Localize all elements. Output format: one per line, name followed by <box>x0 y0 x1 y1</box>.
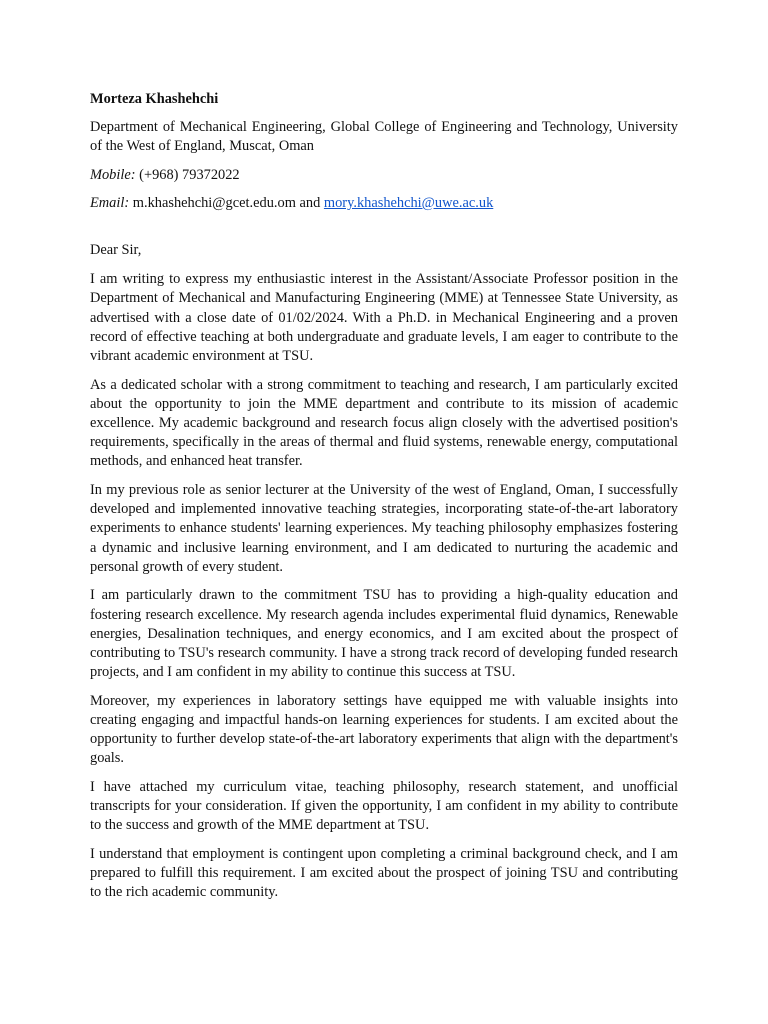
email-secondary-link[interactable]: mory.khashehchi@uwe.ac.uk <box>323 194 494 211</box>
mobile-line <box>90 166 678 185</box>
mobile-label: Mobile: <box>90 166 136 183</box>
email-label: Email: <box>90 194 130 211</box>
email-joiner: and <box>299 194 321 211</box>
paragraph-1: I am writing to express my enthusiastic interest in the Assistant/Associate Professor position in the Department of Mechanical and Manufacturing Engineering (MME) at Tennessee State University, as advertised with a close date of 01/02/2024. With a Ph.D. in Mechanical Engineering and a proven record of effective teaching at both undergraduate and graduate levels, I am eager to contribute to the vibrant academic environment at TSU. <box>90 271 678 365</box>
paragraph-3: In my previous role as senior lecturer at the University of the west of England, Oman, I successfully developed and implemented innovative teaching strategies, incorporating state-of-the-art laboratory experiments to enhance students' learning experiences. My teaching philosophy emphasizes fostering a dynamic and inclusive learning environment, and I am dedicated to nurturing the academic and personal growth of every student. <box>90 482 678 575</box>
letter-page <box>90 90 678 912</box>
paragraph-6: I have attached my curriculum vitae, teaching philosophy, research statement, and unofficial transcripts for your consideration. If given the opportunity, I am confident in my ability to contribute to the success and growth of the MME department at TSU. <box>90 779 678 834</box>
email-primary: m.khashehchi@gcet.edu.om <box>132 194 296 211</box>
paragraph-5: Moreover, my experiences in laboratory settings have equipped me with valuable insights into creating engaging and impactful hands-on learning experiences for students. I am excited about the opportunity to further develop state-of-the-art laboratory experiments that align with the department's goals. <box>90 692 678 767</box>
paragraph-4: I am particularly drawn to the commitment TSU has to providing a high-quality education and fostering research excellence. My research agenda includes experimental fluid dynamics, Renewable energies, Desalination techniques, and energy economics, and I am excited about the prospect of contributing to TSU's research community. I have a strong track record of developing funded research projects, and I am confident in my ability to continue this success at TSU. <box>90 587 678 681</box>
email-line <box>90 194 678 213</box>
sender-name: Morteza Khashehchi <box>90 91 219 107</box>
greeting: Dear Sir, <box>90 242 142 259</box>
paragraph-2: As a dedicated scholar with a strong commitment to teaching and research, I am particularly excited about the opportunity to join the MME department and contribute to its mission of academic excellence. My academic background and research focus align closely with the advertised position's requirements, specifically in the areas of thermal and fluid systems, renewable energy, computational methods, and enhanced heat transfer. <box>90 376 678 470</box>
mobile-value: (+968) 79372022 <box>139 166 240 183</box>
sender-address: Department of Mechanical Engineering, Global College of Engineering and Technology, University of the West of England, Muscat, Oman <box>90 119 678 155</box>
paragraph-7: I understand that employment is contingent upon completing a criminal background check, and I am prepared to fulfill this requirement. I am excited about the prospect of joining TSU and contributing to the rich academic community. <box>90 846 678 901</box>
